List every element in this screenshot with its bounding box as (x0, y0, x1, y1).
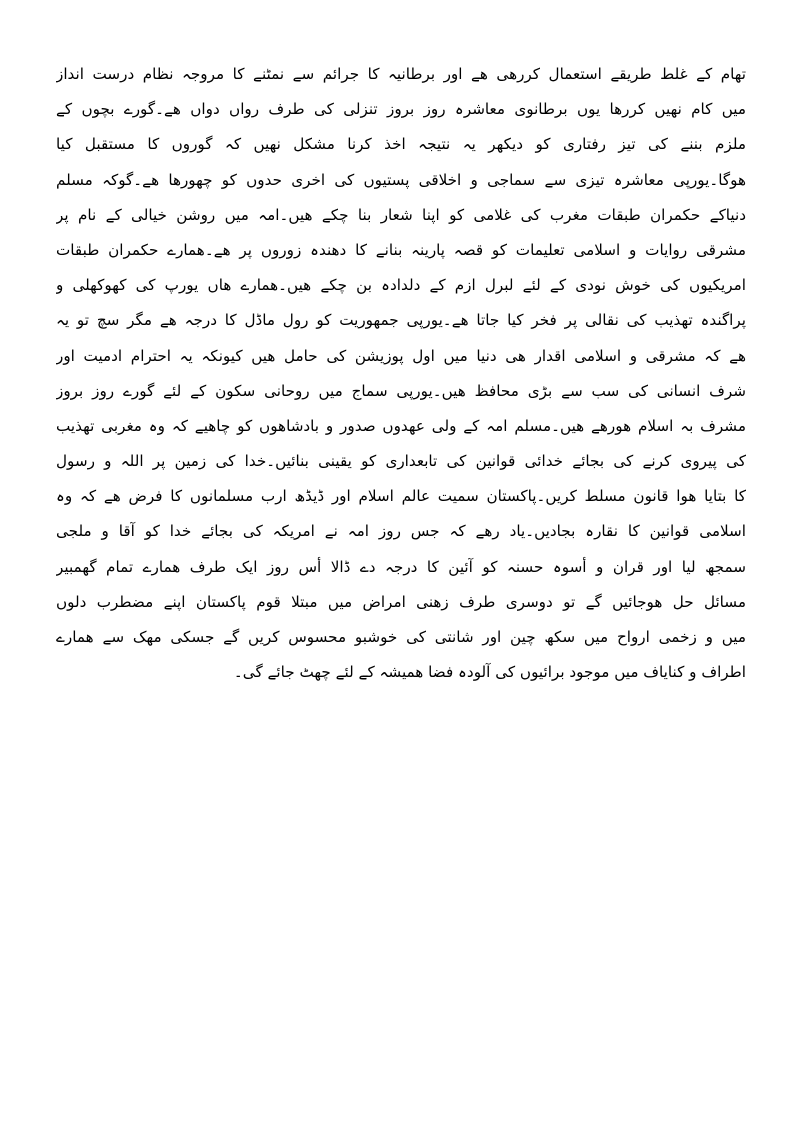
text-line: ھے کہ مشرقی و اسلامی اقدار ھی دنیا میں اول پوزیشن کی حامل ھیں کیونکہ یہ احترام ادمیت اور (56, 346, 746, 365)
text-line: اسلامی قوانین کا نقارہ بجادیں۔یاد رھے کہ جس روز امہ نے امریکہ کی بجائے خدا کو آقا و ملجی (56, 522, 746, 541)
text-line: میں کام نھیں کررھا یوں برطانوی معاشرہ روز بروز تنزلی کی طرف رواں دواں ھے۔گورے بچوں کے (56, 100, 746, 119)
text-line: پراگندہ تھذیب کی نقالی پر فخر کیا جاتا ھے۔یورپی جمھوریت کو رول ماڈل کا درجہ ھے مگر سچ تو یہ (56, 311, 746, 330)
text-line: کا بتایا ھوا قانون مسلط کریں۔پاکستان سمیت عالم اسلام اور ڈیڈھ ارب مسلمانوں کا فرض ھے کہ وہ (56, 487, 746, 506)
text-line: تھام کے غلط طریقے استعمال کررھی ھے اور برطانیہ کا جرائم سے نمٹنے کا مروجہ نظام درست انداز (56, 65, 746, 83)
text-line: ھوگا۔یورپی معاشرہ تیزی سے سماجی و اخلاقی پستیوں کی اخری حدوں کو چھورھا ھے۔گوکہ مسلم (56, 170, 746, 189)
text-line: امریکیوں کی خوش نودی کے لئے لبرل ازم کے دلدادہ بن چکے ھیں۔ھمارے ھاں یورپ کی کھوکھلی و (56, 276, 746, 295)
text-line: میں و زخمی ارواح میں سکھ چین اور شانتی کی خوشبو محسوس کریں گے جسکی مھک سے ھمارے (56, 628, 746, 646)
text-line: ملزم بننے کی تیز رفتاری کو دیکھر یہ نتیجہ اخذ کرنا مشکل نھیں کہ گوروں کا مستقبل کیا (56, 135, 746, 154)
text-line-last: اطراف و کنایاف میں موجود برائیوں کی آلودہ فضا ھمیشہ کے لئے چھٹ جائے گی۔ (233, 663, 746, 682)
text-line: مشرقی روایات و اسلامی تعلیمات کو قصہ پارینہ بنانے کا دھندہ زوروں پر ھے۔ھمارے حکمران طبقات (56, 240, 746, 259)
text-line: مشرف بہ اسلام ھورھے ھیں۔مسلم امہ کے ولی عھدوں صدور و بادشاھوں کو چاھیے کہ وہ مغربی تھذیب (56, 416, 746, 435)
text-line: مسائل حل ھوجائیں گے تو دوسری طرف زھنی امراض میں مبتلا قوم پاکستان اپنے مضطرب دلوں (56, 592, 746, 611)
text-line: سمجھ لیا اور قران و أسوہ حسنہ کو آئین کا درجہ دے ڈالا أس روز ایک طرف ھمارے تمام گھمبیر (56, 557, 746, 576)
article-body (56, 57, 746, 690)
text-line: شرف انسانی کی سب سے بڑی محافظ ھیں۔یورپی سماج میں روحانی سکون کے لئے گورے روز بروز (56, 381, 746, 400)
text-line: دنیاکے حکمران طبقات مغرب کی غلامی کو اپنا شعار بنا چکے ھیں۔امہ میں روشن خیالی کے نام پر (56, 205, 746, 224)
text-line: کی پیروی کرنے کی بجائے خدائی قوانین کی تابعداری کو یقینی بنائیں۔خدا کی زمین پر اللہ و رسول (56, 452, 746, 471)
